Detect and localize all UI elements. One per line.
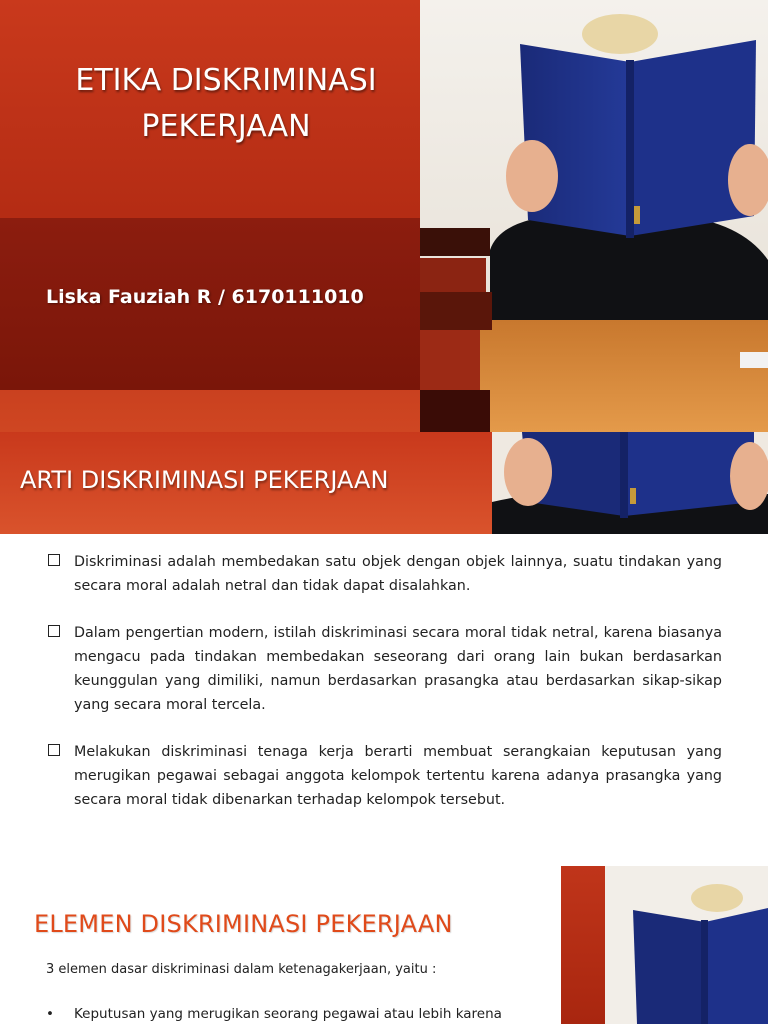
definition-header <box>0 432 492 534</box>
reading-person-photo-crop <box>492 432 768 534</box>
checkbox-bullet-icon <box>48 554 60 566</box>
title-slide <box>0 0 768 432</box>
bullet-dot-icon: • <box>46 1006 54 1022</box>
slide-title-line2: PEKERJAAN <box>141 109 311 144</box>
slide-title <box>30 58 422 150</box>
definition-slide <box>0 432 768 862</box>
list-item-text: Keputusan yang merugikan seorang pegawai atau lebih karena <box>74 1006 502 1022</box>
checkbox-bullet-icon <box>48 744 60 756</box>
list-item-text: Melakukan diskriminasi tenaga kerja berarti membuat serangkaian keputusan yang merugikan pegawai sebagai anggota kelompok tertentu karena adanya prasangka yang secara moral tidak dibenarkan terhadap kelompok tersebut. <box>74 744 722 808</box>
elements-slide <box>0 866 768 1024</box>
accent-stripe <box>561 866 605 1024</box>
checkbox-bullet-icon <box>48 625 60 637</box>
list-item <box>46 1006 530 1022</box>
list-item-text: Diskriminasi adalah membedakan satu objek dengan objek lainnya, suatu tindakan yang secara moral adalah netral dan tidak dapat disalahkan. <box>74 554 722 594</box>
elements-intro: 3 elemen dasar diskriminasi dalam ketenagakerjaan, yaitu : <box>46 962 437 977</box>
definition-list <box>48 550 722 835</box>
list-item <box>48 740 722 812</box>
list-item-text: Dalam pengertian modern, istilah diskriminasi secara moral tidak netral, karena biasanya mengacu pada tindakan membedakan seseorang dari orang lain bukan berdasarkan keunggulan yang dimiliki, namun berdasarkan prasangka atau berdasarkan sikap-sikap yang secara moral tercela. <box>74 625 722 713</box>
elements-title: ELEMEN DISKRIMINASI PEKERJAAN <box>34 910 453 938</box>
reading-person-photo-small <box>605 866 768 1024</box>
author-name: Liska Fauziah R / 6170111010 <box>46 286 364 308</box>
reading-person-photo <box>420 0 768 432</box>
list-item <box>48 621 722 717</box>
definition-title: ARTI DISKRIMINASI PEKERJAAN <box>20 466 389 494</box>
list-item <box>48 550 722 598</box>
slide-title-line1: ETIKA DISKRIMINASI <box>75 63 377 98</box>
